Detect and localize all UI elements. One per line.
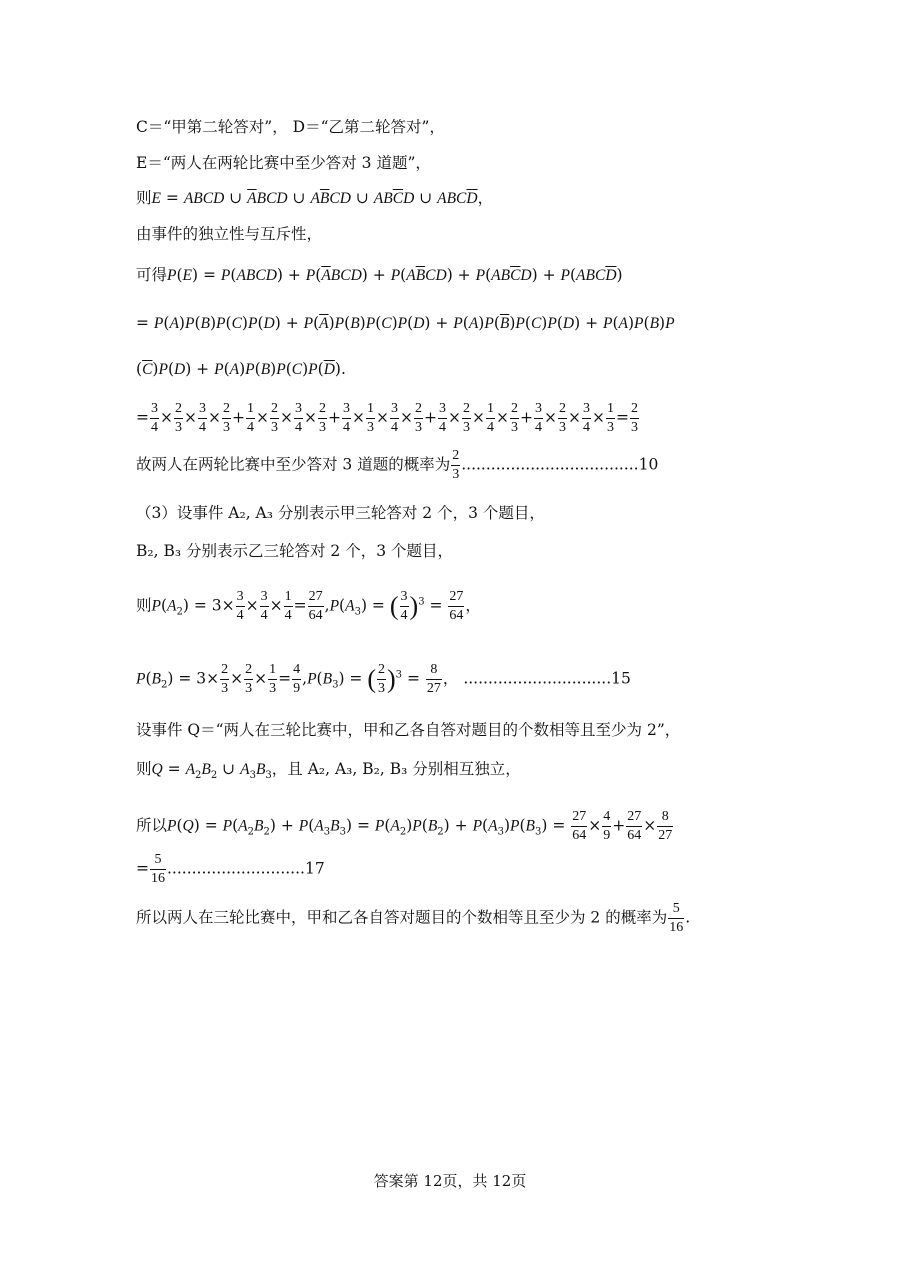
line-event-cd: C＝“甲第二轮答对”， D＝“乙第二轮答对”， — [136, 118, 445, 136]
line-event-e: E＝“两人在两轮比赛中至少答对 3 道题”， — [136, 154, 431, 172]
line-event-q: 设事件 Q＝“两人在三轮比赛中，甲和乙各自答对题目的个数相等且至少为 2”， — [136, 721, 681, 739]
line-independence: 由事件的独立性与互斥性， — [136, 225, 323, 243]
line-pe-numeric: = $\frac{3}{4}$ × $\frac{2}{3}$ × $\frac{3}{4}$ × $\frac{2}{3}$ + $\frac{1}{4}$ × $\frac{2}{3}$ × $\frac{3}{4}$ × $\frac{2}{3}$ + $\frac{3}{4}$ × $\frac{1}{3}$ × $\frac{3}{4}$ × $\frac{2}{3}$ + $\frac{3}{4}$ × $\frac{2}{3}$ × $\frac{1}{4}$ × $\frac{2}{3}$ + $\frac{3}{4}$ × $\frac{2}{3}$ × $\frac{3}{4}$ × $\frac{1}{3}$ = $\frac{2}{3}$ — [136, 401, 638, 435]
line-pe-expand-1: = $P(A)P(B)P(C)P(D) + P(\overline{A})P(B)P(C)P(D) + P(A)P(\overline{B})P(C)P(D) + P(A)P(B)P$ — [136, 314, 675, 332]
score-dots-17: ............................17 — [167, 859, 325, 878]
line-part3-def-b: B₂, B₃ 分别表示乙三轮答对 2 个，3 个题目， — [136, 542, 453, 560]
line-answer-2: 故两人在两轮比赛中至少答对 3 道题的概率为 $\frac{2}{3}$ ....................................10 — [136, 448, 659, 482]
score-dots-15: ..............................15 — [463, 669, 631, 688]
line-e-union: 则E = ABCD ∪ $\overline{A}BCD$ ∪ $A\overline{B}CD$ ∪ $AB\overline{C}D$ ∪ $ABC\overline{D}$， — [136, 189, 494, 207]
score-dots-10: ....................................10 — [461, 455, 659, 474]
line-q-union: 则$Q = A_2B_2$ ∪ $A_3B_3$，且 A₂, A₃, B₂, B₃ 分别相互独立， — [136, 760, 521, 782]
line-pq-result: = $\frac{5}{16}$ ............................17 — [136, 852, 325, 886]
line-pb: $P(B_2) = 3\times$ $\frac{2}{3}$ × $\frac{2}{3}$ × $\frac{1}{3}$ = $\frac{4}{9}$ $,P(B_3)$ = ( $\frac{2}{3}$ )$^3$ = $\frac{8}{27}$ ， ..............................15 — [136, 662, 631, 696]
line-pa: 则$P(A_2) = 3\times$ $\frac{3}{4}$ × $\frac{3}{4}$ × $\frac{1}{4}$ = $\frac{27}{64}$ $,P(A_3)$ = ( $\frac{3}{4}$ )$^3$ = $\frac{27}{64}$ ， — [136, 589, 481, 623]
page-footer: 答案第 12页，共 12页 — [373, 1172, 527, 1190]
line-part3-def-a: （3）设事件 A₂, A₃ 分别表示甲三轮答对 2 个，3 个题目， — [136, 504, 545, 522]
line-pe-sum: 可得P(E) = P(ABCD) + $P(\overline{A}BCD) + P(A\overline{B}CD) + P(AB\overline{C}D) + P(ABC\overline{D})$ — [136, 266, 623, 284]
line-pq: 所以$P(Q) = P(A_2B_2) + P(A_3B_3) = P(A_2)P(B_2) + P(A_3)P(B_3)$ = $\frac{27}{64}$ × $\frac{4}{9}$ + $\frac{27}{64}$ × $\frac{8}{27}$ — [136, 809, 673, 843]
line-final-answer: 所以两人在三轮比赛中，甲和乙各自答对题目的个数相等且至少为 2 的概率为 $\frac{5}{16}$ . — [136, 901, 691, 935]
line-pe-expand-2: $(\overline{C})P(D) + P(A)P(B)P(C)P(\overline{D})$. — [136, 360, 346, 378]
